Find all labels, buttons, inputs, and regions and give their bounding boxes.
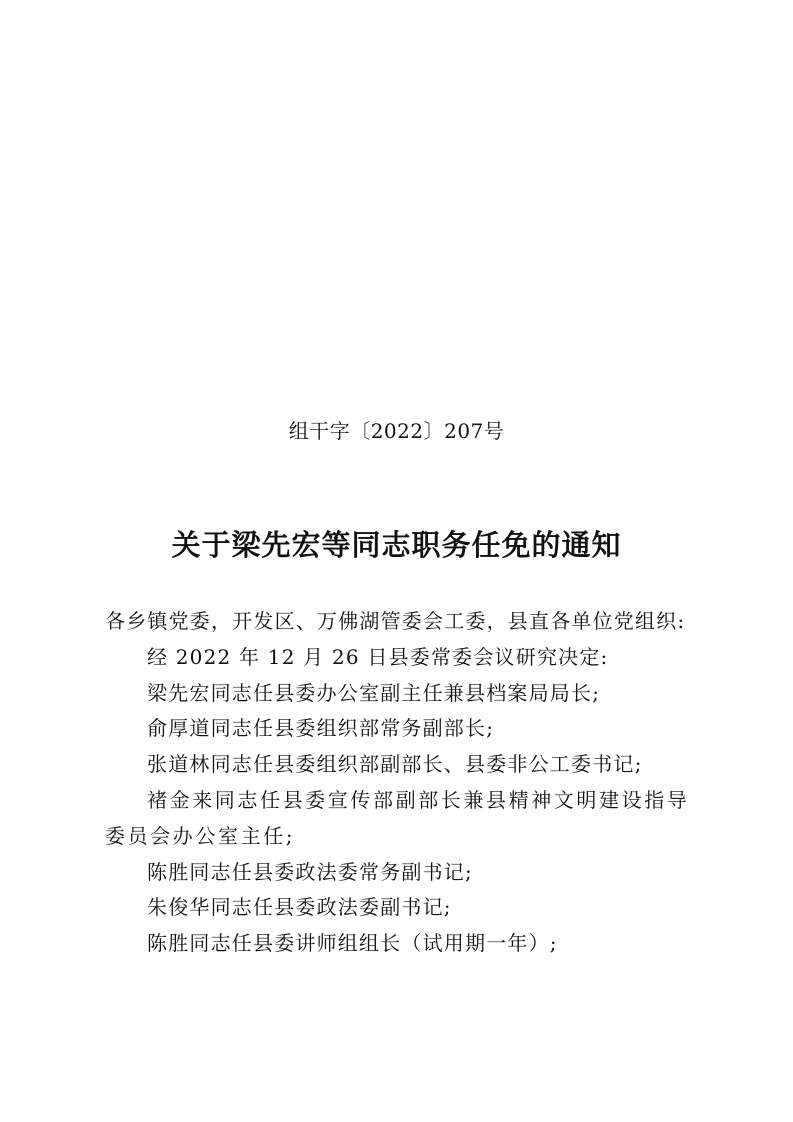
salutation: 各乡镇党委，开发区、万佛湖管委会工委，县直各单位党组织: (105, 609, 686, 633)
appointment-item: 褚金来同志任县委宣传部副部长兼县精神文明建设指导委员会办公室主任; (105, 787, 690, 848)
decision-line: 经 2022 年 12 月 26 日县委常委会议研究决定: (147, 644, 609, 669)
document-number: 组干字〔2022〕207号 (288, 419, 505, 443)
appointment-item: 朱俊华同志任县委政法委副书记; (147, 895, 452, 920)
appointment-item: 陈胜同志任县委政法委常务副书记; (147, 859, 473, 884)
document-title: 关于梁先宏等同志职务任免的通知 (171, 528, 622, 562)
appointment-item: 俞厚道同志任县委组织部常务副部长; (147, 716, 495, 741)
appointment-item: 张道林同志任县委组织部副部长、县委非公工委书记; (147, 752, 643, 777)
appointment-item: 陈胜同志任县委讲师组组长（试用期一年）; (147, 931, 558, 956)
appointment-item: 梁先宏同志任县委办公室副主任兼县档案局局长; (147, 680, 601, 705)
document-body (105, 604, 705, 962)
